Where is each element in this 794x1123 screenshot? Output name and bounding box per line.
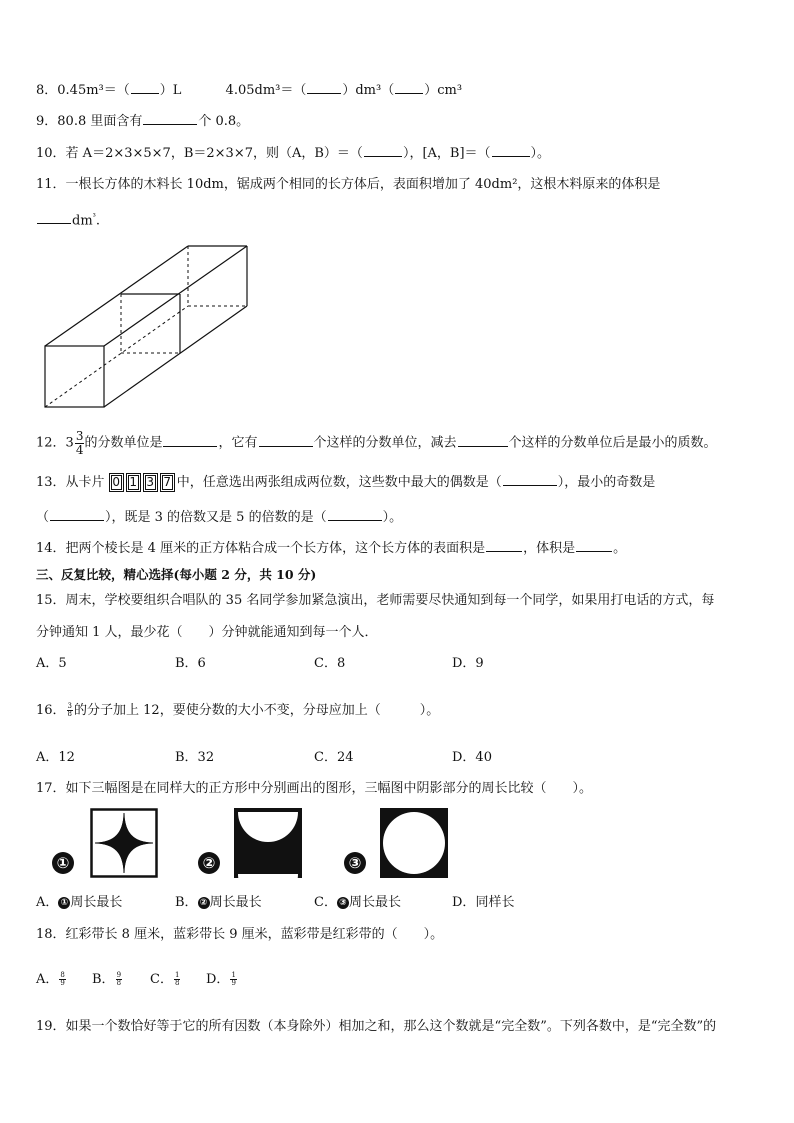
answer-blank[interactable]	[163, 445, 217, 447]
circled-number: ②	[198, 897, 210, 909]
q10-text: 若 A＝2×3×5×7，B＝2×3×7，则（A，B）＝（	[65, 146, 363, 161]
question-9	[36, 113, 249, 131]
question-17	[36, 780, 592, 798]
option-prefix: D．	[452, 895, 476, 910]
option-a[interactable]	[36, 894, 122, 912]
option-prefix: B．	[175, 895, 198, 910]
q12-text-c: 个这样的分数单位，减去	[313, 435, 457, 451]
fraction-denominator: 9	[231, 979, 236, 987]
question-number: 13．	[36, 475, 66, 490]
option-b[interactable]	[175, 894, 262, 912]
option-prefix: C．	[150, 972, 173, 987]
fraction-denominator: 4	[75, 442, 84, 457]
answer-blank[interactable]	[503, 484, 557, 486]
q13-text-mid: 中，任意选出两张组成两位数，这些数中最大的偶数是（	[176, 475, 502, 490]
digit-card: 1	[126, 473, 141, 492]
option-text: 周长最长	[70, 895, 123, 910]
fraction-numerator: 3	[67, 702, 73, 710]
option-a[interactable]: A．12	[36, 750, 75, 765]
option-prefix: B．	[92, 972, 115, 987]
option-text: 周长最长	[209, 895, 262, 910]
q10-text-end: ）。	[530, 146, 551, 161]
q8-part1: 0.45m³＝（	[57, 83, 130, 98]
fraction-denominator: 8	[174, 979, 180, 987]
question-13-line2	[36, 509, 402, 527]
q8-part2: 4.05dm³＝（	[225, 83, 307, 98]
option-prefix: A．	[36, 972, 59, 987]
answer-blank[interactable]	[492, 155, 530, 157]
question-number: 17．	[36, 781, 66, 796]
prism-edge	[104, 246, 247, 346]
q13-line2-mid: ），既是 3 的倍数又是 5 的倍数的是（	[105, 510, 327, 525]
q14-text: 把两个棱长是 4 厘米的正方体粘合成一个长方体，这个长方体的表面积是	[65, 541, 486, 556]
hidden-edge	[45, 306, 188, 407]
prism-edge	[104, 306, 247, 407]
fraction-numerator: 1	[174, 971, 180, 979]
q11-unit-sup: ³	[92, 212, 96, 221]
figure-label-1: ①	[52, 852, 74, 874]
q9-text: 80.8 里面含有	[57, 114, 143, 129]
figure-label-3: ③	[344, 852, 366, 874]
option-c[interactable]: C．8	[314, 656, 346, 671]
option-a[interactable]: A．5	[36, 656, 67, 671]
q8-part2-end: ）cm³	[424, 83, 463, 98]
q9-text-end: 个 0.8。	[198, 114, 250, 129]
answer-blank[interactable]	[395, 92, 423, 94]
option-b[interactable]	[92, 968, 123, 992]
option-prefix: C．	[314, 895, 337, 910]
q13-open: （	[36, 510, 50, 525]
question-11-line2	[36, 208, 100, 230]
answer-blank[interactable]	[307, 92, 341, 94]
figure-2-bowtie	[234, 808, 302, 878]
fraction-denominator: 8	[67, 710, 73, 718]
question-19	[36, 1018, 716, 1036]
option-d[interactable]: D．9	[452, 656, 484, 671]
option-text: 周长最长	[348, 895, 401, 910]
question-number: 14．	[36, 541, 66, 556]
prism-edge	[45, 246, 188, 346]
q11-unit: dm	[72, 213, 93, 229]
question-18	[36, 926, 443, 944]
fraction-denominator: 8	[116, 979, 122, 987]
q13-line2-end: ）。	[382, 510, 403, 525]
question-14	[36, 540, 626, 558]
q8-part1-end: ）L	[159, 83, 182, 98]
answer-blank[interactable]	[458, 445, 508, 447]
question-number: 16．	[36, 703, 66, 718]
question-10	[36, 145, 550, 163]
q12-text-b: ，它有	[218, 435, 258, 451]
q11-text: 一根长方体的木料长 10dm，锯成两个相同的长方体后，表面积增加了 40dm²，这根木料原来的体积是	[65, 177, 661, 192]
option-d[interactable]	[206, 968, 238, 992]
section-heading: 三、反复比较，精心选择(每小题 2 分，共 10 分)	[36, 567, 317, 582]
question-number: 12．	[36, 435, 66, 451]
question-number: 9．	[36, 114, 58, 129]
question-12	[36, 430, 717, 456]
q15-line1: 周末，学校要组织合唱队的 35 名同学参加紧急演出，老师需要尽快通知到每一个同学，如果用打电话的方式，每	[65, 593, 715, 608]
q12-text-a: 的分数单位是	[84, 435, 163, 451]
q11-end: .	[95, 213, 101, 229]
answer-blank[interactable]	[143, 123, 197, 125]
semicircle-bottom	[238, 874, 298, 878]
fraction-numerator: 8	[60, 971, 65, 979]
question-8	[36, 82, 462, 100]
circled-number: ③	[337, 897, 349, 909]
q12-text-d: 个这样的分数单位后是最小的质数。	[508, 435, 717, 451]
question-number: 18．	[36, 927, 66, 942]
answer-blank[interactable]	[328, 519, 382, 521]
figure-3-circle	[380, 808, 448, 878]
inner-circle	[383, 812, 445, 874]
fraction	[67, 703, 73, 718]
answer-blank[interactable]	[50, 519, 104, 521]
q14-text-mid: ，体积是	[523, 541, 576, 556]
mixed-number-whole: 3	[65, 435, 74, 451]
fraction	[116, 972, 122, 987]
fraction	[230, 972, 236, 987]
q13-text-mid2: ），最小的奇数是	[557, 475, 656, 490]
answer-blank[interactable]	[131, 92, 159, 94]
circled-number: ①	[58, 897, 70, 909]
question-15	[36, 592, 714, 610]
option-c[interactable]: C．24	[314, 750, 354, 765]
answer-blank[interactable]	[259, 445, 313, 447]
answer-blank[interactable]	[486, 550, 522, 552]
question-13	[36, 472, 655, 494]
digit-card: 7	[160, 473, 175, 492]
q17-text: 如下三幅图是在同样大的正方形中分别画出的图形，三幅图中阴影部分的周长比较（ ）。	[65, 781, 593, 796]
answer-blank[interactable]	[37, 222, 71, 224]
q10-text-mid: ），[A，B]＝（	[402, 146, 491, 161]
option-d[interactable]: D．40	[452, 750, 492, 765]
fraction-denominator: 9	[60, 979, 65, 987]
option-prefix: A．	[36, 895, 59, 910]
fraction-numerator: 9	[116, 971, 122, 979]
option-b[interactable]: B．6	[175, 656, 206, 671]
fraction	[174, 972, 180, 987]
question-number: 15．	[36, 593, 66, 608]
question-number: 11．	[36, 177, 66, 192]
digit-card: 0	[109, 473, 124, 492]
q14-text-end: 。	[613, 541, 627, 556]
digit-card: 3	[143, 473, 158, 492]
option-b[interactable]: B．32	[175, 750, 215, 765]
option-a[interactable]	[36, 968, 67, 992]
q19-text: 如果一个数恰好等于它的所有因数（本身除外）相加之和，那么这个数就是“完全数”。下列各数中，是“完全数”的	[65, 1019, 717, 1034]
figure-1-star	[90, 808, 158, 878]
option-c[interactable]	[314, 894, 401, 912]
question-number: 19．	[36, 1019, 66, 1034]
figure-label-2: ②	[198, 852, 220, 874]
question-15-line2: 分钟通知 1 人，最少花（ ）分钟就能通知到每一个人．	[36, 625, 378, 640]
q8-part2-mid: ）dm³（	[342, 83, 395, 98]
answer-blank[interactable]	[576, 550, 612, 552]
option-text: 同样长	[475, 895, 515, 910]
option-prefix: D．	[206, 972, 230, 987]
question-11	[36, 176, 660, 194]
option-d[interactable]	[452, 894, 514, 912]
option-c[interactable]	[150, 968, 181, 992]
q16-text: 的分子加上 12，要使分数的大小不变，分母应加上（ ）。	[74, 703, 440, 718]
fraction-numerator: 3	[75, 429, 84, 443]
fraction	[59, 972, 65, 987]
question-number: 10．	[36, 146, 66, 161]
question-number: 8．	[36, 83, 58, 98]
question-16	[36, 700, 439, 722]
q13-text: 从卡片	[65, 475, 105, 490]
prism-figure	[38, 240, 254, 412]
fraction-numerator: 1	[231, 971, 236, 979]
answer-blank[interactable]	[364, 155, 402, 157]
q18-text: 红彩带长 8 厘米，蓝彩带长 9 厘米，蓝彩带是红彩带的（ ）。	[65, 927, 444, 942]
prism-front-face	[45, 346, 104, 407]
